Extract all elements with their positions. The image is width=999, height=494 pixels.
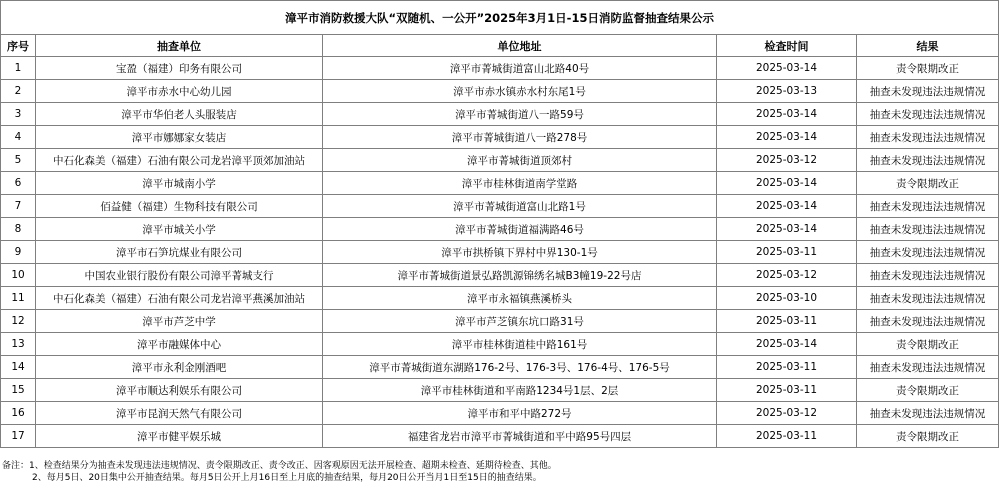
header-address: 单位地址 <box>323 35 717 57</box>
row-address: 漳平市芦芝镇东坑口路31号 <box>323 310 717 333</box>
row-result: 抽查未发现违法违规情况 <box>857 264 999 287</box>
row-address: 漳平市菁城街道东湖路176-2号、176-3号、176-4号、176-5号 <box>323 356 717 379</box>
row-unit: 漳平市城关小学 <box>36 218 323 241</box>
table-row <box>1 126 999 149</box>
row-date: 2025-03-11 <box>717 310 857 333</box>
row-unit: 漳平市昆润天然气有限公司 <box>36 402 323 425</box>
row-date: 2025-03-11 <box>717 379 857 402</box>
row-result: 抽查未发现违法违规情况 <box>857 356 999 379</box>
table-row <box>1 218 999 241</box>
row-address: 漳平市菁城街道富山北路1号 <box>323 195 717 218</box>
row-no: 2 <box>1 80 36 103</box>
row-date: 2025-03-14 <box>717 57 857 80</box>
note-line-1: 备注：1、检查结果分为抽查未发现违法违规情况、责令限期改正、责令改正、因客观原因无法开展检查、超期未检查、延期待检查、其他。 <box>2 461 557 471</box>
row-address: 漳平市桂林街道桂中路161号 <box>323 333 717 356</box>
header-unit: 抽查单位 <box>36 35 323 57</box>
row-date: 2025-03-10 <box>717 287 857 310</box>
row-result: 抽查未发现违法违规情况 <box>857 287 999 310</box>
table-row <box>1 195 999 218</box>
row-no: 15 <box>1 379 36 402</box>
row-result: 责令限期改正 <box>857 333 999 356</box>
results-table <box>0 34 999 448</box>
row-date: 2025-03-11 <box>717 356 857 379</box>
row-date: 2025-03-11 <box>717 241 857 264</box>
row-address: 漳平市菁城街道八一路278号 <box>323 126 717 149</box>
row-date: 2025-03-14 <box>717 172 857 195</box>
row-result: 抽查未发现违法违规情况 <box>857 149 999 172</box>
row-unit: 漳平市城南小学 <box>36 172 323 195</box>
row-address: 漳平市赤水镇赤水村东尾1号 <box>323 80 717 103</box>
row-result: 抽查未发现违法违规情况 <box>857 310 999 333</box>
row-no: 4 <box>1 126 36 149</box>
row-address: 漳平市菁城街道富山北路40号 <box>323 57 717 80</box>
table-row <box>1 356 999 379</box>
row-no: 6 <box>1 172 36 195</box>
row-date: 2025-03-13 <box>717 80 857 103</box>
row-date: 2025-03-12 <box>717 264 857 287</box>
row-date: 2025-03-14 <box>717 218 857 241</box>
row-result: 抽查未发现违法违规情况 <box>857 195 999 218</box>
row-address: 漳平市和平中路272号 <box>323 402 717 425</box>
row-unit: 漳平市健平娱乐城 <box>36 425 323 448</box>
row-unit: 漳平市融媒体中心 <box>36 333 323 356</box>
row-no: 1 <box>1 57 36 80</box>
row-no: 8 <box>1 218 36 241</box>
row-date: 2025-03-14 <box>717 195 857 218</box>
row-unit: 漳平市娜娜家女装店 <box>36 126 323 149</box>
row-unit: 漳平市赤水中心幼儿园 <box>36 80 323 103</box>
row-no: 11 <box>1 287 36 310</box>
row-address: 福建省龙岩市漳平市菁城街道和平中路95号四层 <box>323 425 717 448</box>
row-no: 3 <box>1 103 36 126</box>
row-result: 责令限期改正 <box>857 172 999 195</box>
row-no: 7 <box>1 195 36 218</box>
table-row <box>1 57 999 80</box>
row-unit: 中石化森美（福建）石油有限公司龙岩漳平顶郊加油站 <box>36 149 323 172</box>
row-result: 责令限期改正 <box>857 379 999 402</box>
row-address: 漳平市菁城街道顶郊村 <box>323 149 717 172</box>
row-no: 13 <box>1 333 36 356</box>
row-unit: 漳平市华伯老人头服装店 <box>36 103 323 126</box>
table-row <box>1 333 999 356</box>
row-date: 2025-03-14 <box>717 126 857 149</box>
row-unit: 漳平市芦芝中学 <box>36 310 323 333</box>
table-header-row <box>1 35 999 57</box>
table-row <box>1 172 999 195</box>
row-address: 漳平市菁城街道景弘路凯源锦绣名城B3幢19-22号店 <box>323 264 717 287</box>
row-date: 2025-03-14 <box>717 333 857 356</box>
row-unit: 漳平市石笋坑煤业有限公司 <box>36 241 323 264</box>
note-line-2: 2、每月5日、20日集中公开抽查结果。每月5日公开上月16日至上月底的抽查结果，每月20日公开当月1日至15日的抽查结果。 <box>32 473 542 483</box>
table-row <box>1 310 999 333</box>
header-no: 序号 <box>1 35 36 57</box>
page-title: 漳平市消防救援大队“双随机、一公开”2025年3月1日-15日消防监督抽查结果公示 <box>0 0 999 35</box>
row-no: 12 <box>1 310 36 333</box>
row-result: 抽查未发现违法违规情况 <box>857 80 999 103</box>
row-unit: 中石化森美（福建）石油有限公司龙岩漳平燕溪加油站 <box>36 287 323 310</box>
row-address: 漳平市菁城街道八一路59号 <box>323 103 717 126</box>
row-unit: 宝盈（福建）印务有限公司 <box>36 57 323 80</box>
table-row <box>1 264 999 287</box>
row-date: 2025-03-11 <box>717 425 857 448</box>
row-date: 2025-03-14 <box>717 103 857 126</box>
table-row <box>1 425 999 448</box>
row-address: 漳平市菁城街道福满路46号 <box>323 218 717 241</box>
row-unit: 漳平市顺达利娱乐有限公司 <box>36 379 323 402</box>
table-row <box>1 241 999 264</box>
table-row <box>1 80 999 103</box>
header-result: 结果 <box>857 35 999 57</box>
row-no: 5 <box>1 149 36 172</box>
row-no: 16 <box>1 402 36 425</box>
header-date: 检查时间 <box>717 35 857 57</box>
row-date: 2025-03-12 <box>717 402 857 425</box>
row-result: 抽查未发现违法违规情况 <box>857 402 999 425</box>
table-row <box>1 379 999 402</box>
row-address: 漳平市桂林街道和平南路1234号1层、2层 <box>323 379 717 402</box>
row-result: 抽查未发现违法违规情况 <box>857 218 999 241</box>
table-row <box>1 287 999 310</box>
table-row <box>1 149 999 172</box>
row-address: 漳平市拱桥镇下界村中界130-1号 <box>323 241 717 264</box>
row-unit: 中国农业银行股份有限公司漳平菁城支行 <box>36 264 323 287</box>
row-result: 责令限期改正 <box>857 425 999 448</box>
row-no: 14 <box>1 356 36 379</box>
row-date: 2025-03-12 <box>717 149 857 172</box>
row-unit: 漳平市永利金刚酒吧 <box>36 356 323 379</box>
table-row <box>1 103 999 126</box>
row-result: 抽查未发现违法违规情况 <box>857 126 999 149</box>
row-address: 漳平市永福镇燕溪桥头 <box>323 287 717 310</box>
row-result: 抽查未发现违法违规情况 <box>857 241 999 264</box>
row-unit: 佰益健（福建）生物科技有限公司 <box>36 195 323 218</box>
row-result: 责令限期改正 <box>857 57 999 80</box>
table-row <box>1 402 999 425</box>
notes-block <box>2 460 996 484</box>
row-no: 17 <box>1 425 36 448</box>
row-result: 抽查未发现违法违规情况 <box>857 103 999 126</box>
row-no: 10 <box>1 264 36 287</box>
row-address: 漳平市桂林街道南学堂路 <box>323 172 717 195</box>
row-no: 9 <box>1 241 36 264</box>
